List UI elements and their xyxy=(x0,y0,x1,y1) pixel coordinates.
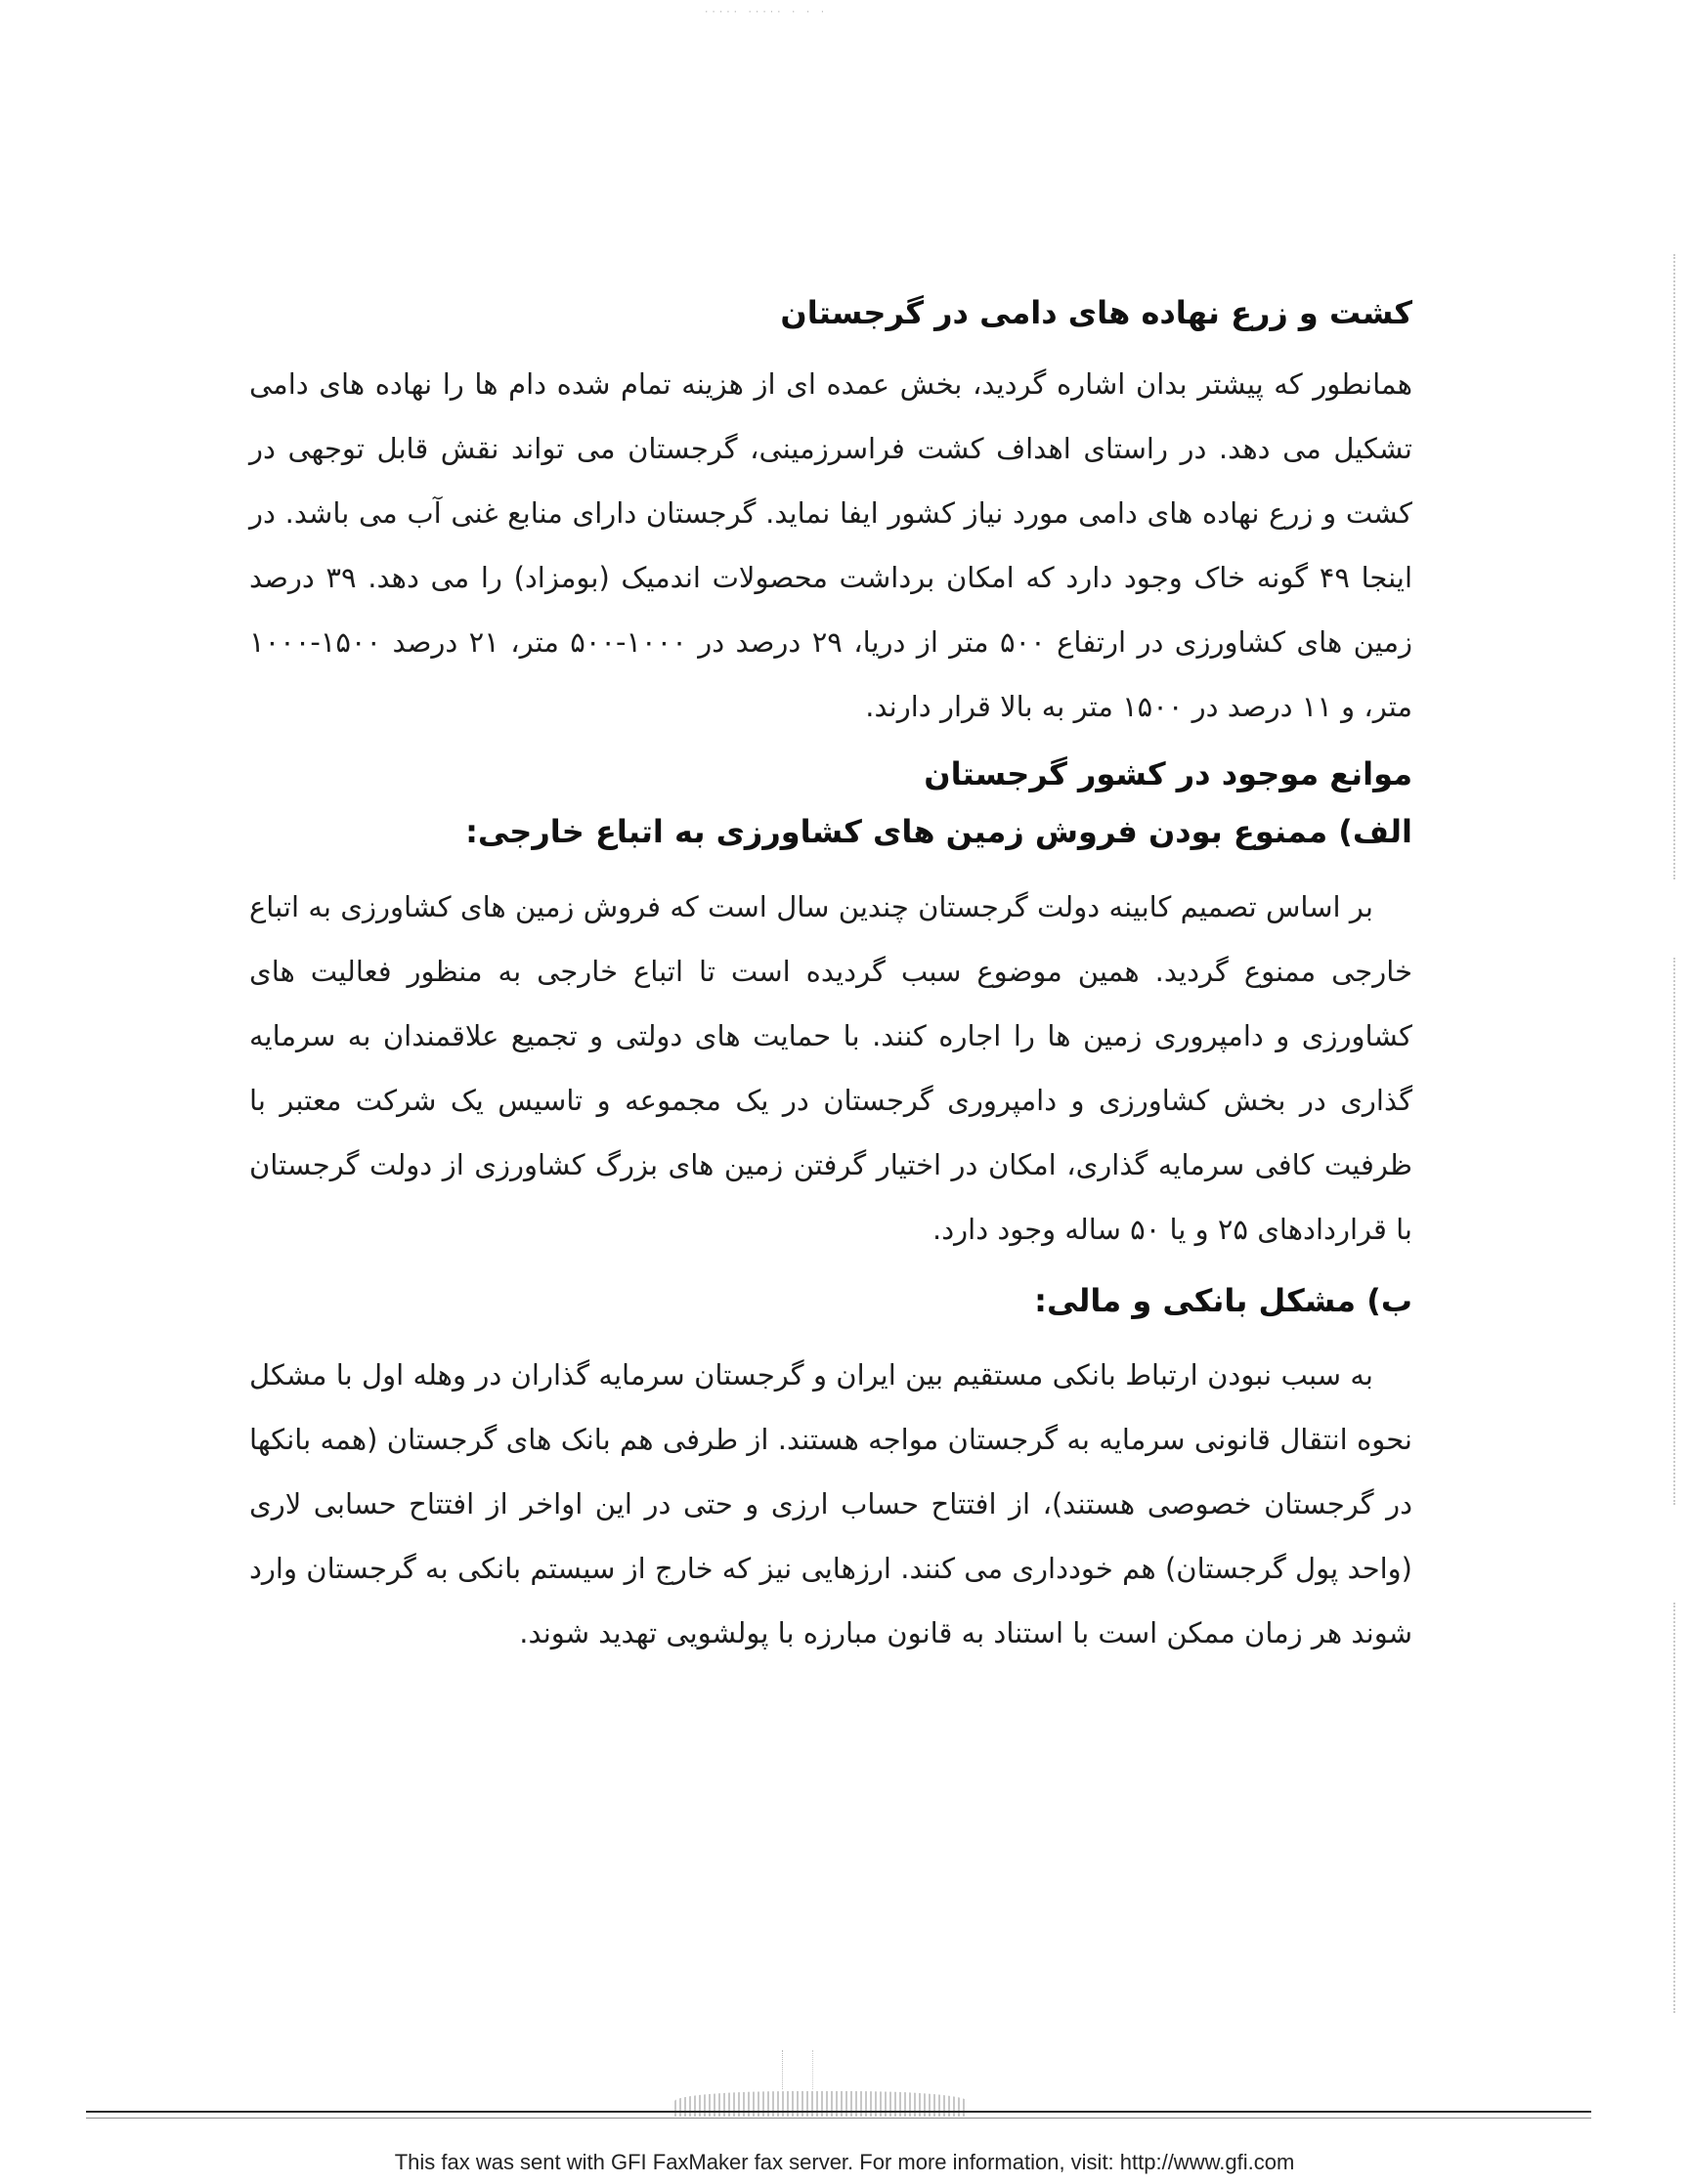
document-body xyxy=(249,293,1412,1665)
section-heading-land-sale-ban: الف) ممنوع بودن فروش زمین های کشاورزی به اتباع خارجی: xyxy=(465,813,1412,851)
scan-edge-dots-lower xyxy=(1673,1603,1675,2013)
scan-artifact-smudge xyxy=(674,2091,968,2117)
scan-edge-dots-middle xyxy=(1673,958,1675,1505)
scan-artifact-mark xyxy=(782,2050,813,2089)
section-heading-livestock-inputs: کشت و زرع نهاده های دامی در گرجستان xyxy=(780,294,1412,331)
page-bottom-rule-shadow xyxy=(86,2118,1591,2119)
section-heading-obstacles: موانع موجود در کشور گرجستان xyxy=(924,754,1412,792)
paragraph-banking-issues: به سبب نبودن ارتباط بانکی مستقیم بین ایران و گرجستان سرمایه گذاران در وهله اول با مشکل نحوه انتقال قانونی سرمایه به گرجستان مواجه هستند. از طرفی هم بانک های گرجستان (همه بانکها در گرجستان خصوصی هستند)، از افتتاح حساب ارزی و حتی در این اواخر از افتتاح حسابی لاری (واحد پول گرجستان) هم خودداری می کنند. ارزهایی نیز که خارج از سیستم بانکی به گرجستان وارد شوند هر زمان ممکن است با استناد به قانون مبارزه با پولشویی تهدید شوند. xyxy=(249,1358,1412,1650)
fax-footer: This fax was sent with GFI FaxMaker fax server. For more information, visit: http://www.gfi.com xyxy=(394,2150,1295,2174)
paragraph-land-sale-ban: بر اساس تصمیم کابینه دولت گرجستان چندین سال است که فروش زمین های کشاورزی به اتباع خارجی ممنوع گردید. همین موضوع سبب گردیده است تا اتباع خارجی به منظور فعالیت های کشاورزی و دامپروری زمین ها را اجاره کنند. با حمایت های دولتی و تجمیع علاقمندان به سرمایه گذاری در بخش کشاورزی و دامپروری گرجستان در یک مجموعه و تاسیس یک شرکت معتبر با ظرفیت کافی سرمایه گذاری، امکان در اختیار گرفتن زمین های بزرگ کشاورزی از دولت گرجستان با قراردادهای ۲۵ و یا ۵۰ ساله وجود دارد. xyxy=(249,889,1412,1246)
section-heading-banking-issues: ب) مشکل بانکی و مالی: xyxy=(1034,1281,1412,1319)
scan-noise-top: ····· ····· · · · xyxy=(704,8,828,18)
scan-edge-dots-upper xyxy=(1673,254,1675,879)
page-bottom-rule xyxy=(86,2111,1591,2113)
paragraph-livestock-inputs: همانطور که پیشتر بدان اشاره گردید، بخش عمده ای از هزینه تمام شده دام ها را نهاده های دامی تشکیل می دهد. در راستای اهداف کشت فراسرزمینی، گرجستان می تواند نقش قابل توجهی در کشت و زرع نهاده های دامی مورد نیاز کشور ایفا نماید. گرجستان دارای منابع غنی آب می باشد. در اینجا ۴۹ گونه خاک وجود دارد که امکان برداشت محصولات اندمیک (بومزاد) را می دهد. ۳۹ درصد زمین های کشاورزی در ارتفاع ۵۰۰ متر از دریا، ۲۹ درصد در ۱۰۰۰-۵۰۰ متر، ۲۱ درصد ۱۵۰۰-۱۰۰۰ متر، و ۱۱ درصد در ۱۵۰۰ متر به بالا قرار دارند. xyxy=(249,366,1413,723)
